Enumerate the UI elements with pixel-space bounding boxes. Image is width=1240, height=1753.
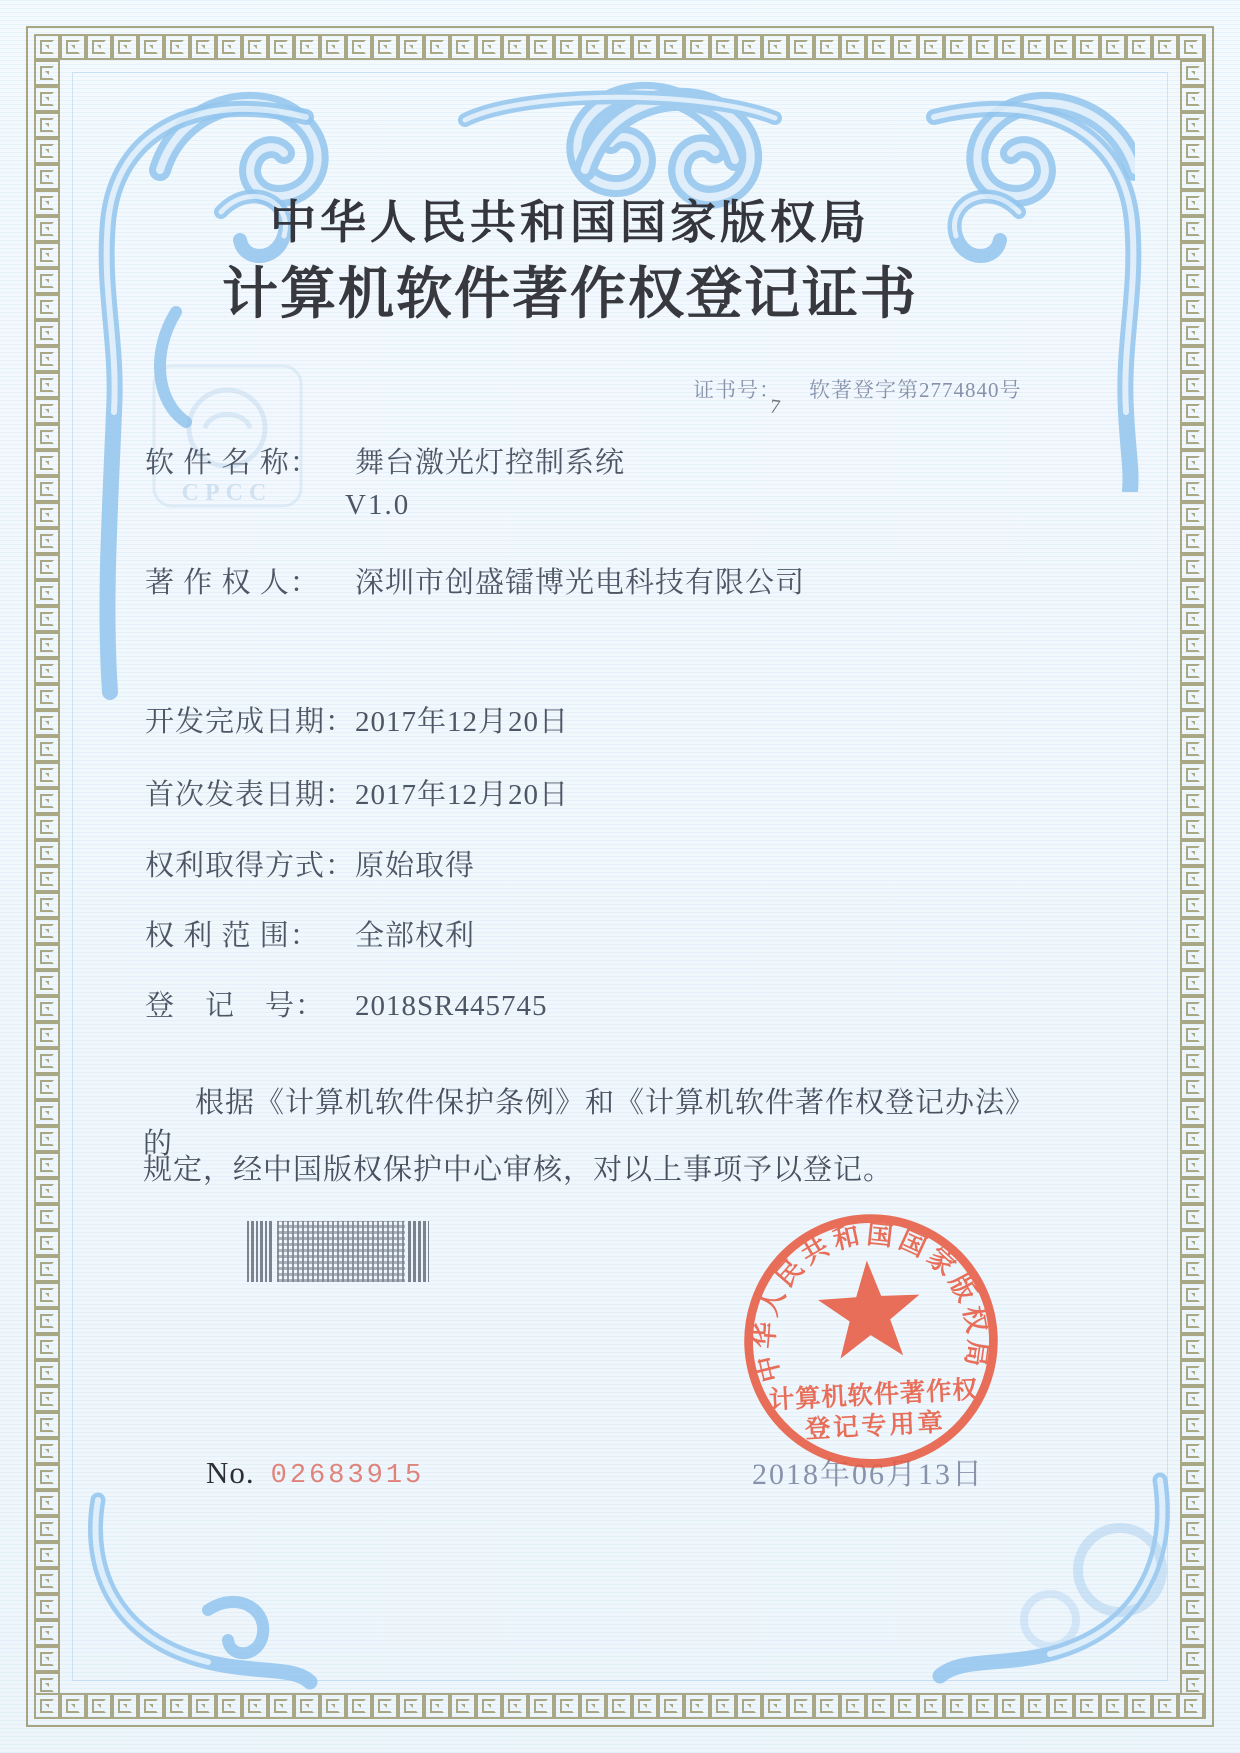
- official-seal: [728, 1197, 1014, 1485]
- field-value: 舞台激光灯控制系统: [355, 447, 626, 479]
- field-label: 首次发表日期：: [145, 779, 356, 811]
- seal-arc-text: 中华人民共和国国家版权局: [750, 1219, 993, 1385]
- field-value: 2017年12月20日: [355, 706, 570, 738]
- certificate-number-line: [693, 374, 1022, 404]
- field-row-first-publish-date: [145, 772, 569, 813]
- meander-border-top: [34, 34, 1206, 60]
- certificate-number-value: 软著登字第2774840号: [809, 378, 1022, 402]
- field-value: 全部权利: [355, 920, 476, 952]
- field-row-dev-complete-date: [145, 699, 569, 740]
- field-label: 权 利 范 围：: [145, 920, 320, 952]
- certificate-title: 计算机软件著作权登记证书: [222, 264, 918, 326]
- seal-inner-line2: 登记专用章: [804, 1408, 947, 1444]
- body-paragraph-line2: 规定，经中国版权保护中心审核，对以上事项予以登记。: [143, 1154, 894, 1186]
- cpcc-watermark-text: CPCC: [181, 480, 273, 506]
- field-label: 著 作 权 人：: [145, 567, 320, 599]
- field-value: 2018SR445745: [355, 990, 548, 1022]
- field-label: 开发完成日期：: [145, 706, 356, 738]
- field-label: 软 件 名 称：: [145, 447, 320, 479]
- serial-number-line: [206, 1455, 424, 1492]
- field-row-rights-scope: [145, 913, 475, 954]
- field-value: 原始取得: [355, 850, 476, 882]
- meander-border-bottom: [34, 1693, 1206, 1719]
- seal-inner-line1: 计算机软件著作权: [768, 1375, 980, 1415]
- barcode-stop-pattern: [408, 1221, 429, 1282]
- field-label: 登 记 号：: [145, 990, 326, 1022]
- certificate-number-label: 证书号：: [693, 378, 781, 402]
- barcode: [247, 1221, 429, 1282]
- field-value: 2017年12月20日: [355, 779, 570, 811]
- field-label: 权利取得方式：: [145, 850, 356, 882]
- barcode-start-pattern: [247, 1221, 274, 1282]
- field-value: 深圳市创盛镭博光电科技有限公司: [355, 567, 806, 599]
- authority-title: 中华人民共和国国家版权局: [270, 197, 870, 248]
- software-version-line: V1.0: [345, 489, 411, 521]
- field-row-copyright-owner: [145, 560, 805, 601]
- body-paragraph-line1: 根据《计算机软件保护条例》和《计算机软件著作权登记办法》的: [143, 1087, 1021, 1160]
- serial-label: No.: [206, 1455, 255, 1490]
- issue-date: 2018年06月13日: [752, 1458, 984, 1491]
- stray-pen-mark: 7: [768, 395, 782, 419]
- flourish-bottom-right-corner: [930, 1470, 1190, 1690]
- serial-number: 02683915: [270, 1461, 425, 1491]
- seal-star-icon: [816, 1258, 923, 1360]
- field-row-software-name: [145, 440, 625, 481]
- barcode-data-region: [277, 1221, 405, 1282]
- flourish-bottom-left-corner: [58, 1490, 318, 1690]
- field-row-rights-acquisition: [145, 843, 475, 884]
- field-row-registration-number: [145, 983, 547, 1024]
